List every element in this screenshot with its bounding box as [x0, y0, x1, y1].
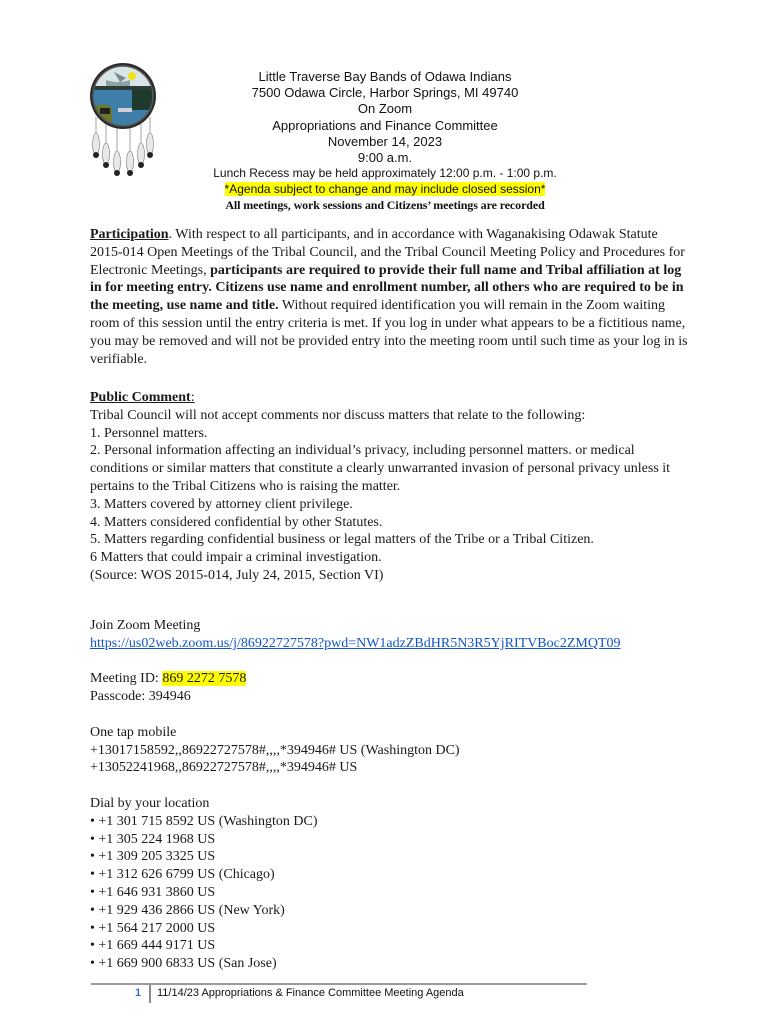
org-name: Little Traverse Bay Bands of Odawa Indians	[258, 69, 512, 84]
dial-number: • +1 646 931 3860 US	[90, 884, 216, 900]
participation-heading: Participation	[90, 227, 169, 242]
dial-number: • +1 669 900 6833 US (San Jose)	[90, 956, 277, 972]
meeting-location: On Zoom	[357, 101, 413, 117]
meeting-time: 9:00 a.m.	[357, 150, 413, 166]
org-address: 7500 Odawa Circle, Harbor Springs, MI 49740	[251, 85, 519, 101]
one-tap-number: +13052241968,,86922727578#,,,,*394946# US	[90, 760, 358, 776]
dial-by-location-section	[90, 795, 690, 973]
footer-text: 11/14/23 Appropriations & Finance Committee Meeting Agenda	[157, 987, 464, 999]
list-item: 3. Matters covered by attorney client privilege.	[90, 496, 353, 512]
dial-number: • +1 305 224 1968 US	[90, 831, 216, 847]
meeting-id-label: Meeting ID:	[90, 671, 163, 687]
passcode-label: Passcode:	[90, 689, 149, 705]
public-comment-section	[90, 389, 690, 585]
lunch-recess-note: Lunch Recess may be held approximately 12:00 p.m. - 1:00 p.m.	[213, 166, 557, 181]
meeting-id-value: 869 2272 7578	[162, 671, 247, 687]
list-item: 6 Matters that could impair a criminal investigation.	[90, 550, 382, 566]
participation-section	[90, 226, 690, 368]
zoom-info-section	[90, 617, 690, 777]
meeting-date: November 14, 2023	[327, 133, 443, 149]
one-tap-number: +13017158592,,86922727578#,,,,*394946# US (Washington DC)	[90, 742, 460, 758]
join-zoom-label: Join Zoom Meeting	[90, 618, 201, 633]
dial-number: • +1 929 436 2866 US (New York)	[90, 902, 285, 918]
list-item: 1. Personnel matters.	[90, 425, 208, 441]
agenda-change-note: *Agenda subject to change and may include closed session*	[224, 181, 546, 196]
public-comment-intro: Tribal Council will not accept comments nor discuss matters that relate to the following:	[90, 407, 586, 423]
participation-paragraph	[90, 226, 690, 368]
list-item: 5. Matters regarding confidential business or legal matters of the Tribe or a Tribal Citizen.	[90, 532, 594, 548]
dial-label: Dial by your location	[90, 796, 210, 811]
participation-text-2: Without required identification you will remain in the Zoom waiting room of this session until the entry criteria is met. If you log in under what appears to be a fictitious name, you may be removed and will not be provided entry into the meeting room until such time as your log in is verifiable.	[90, 298, 688, 367]
meeting-id-line	[90, 670, 690, 688]
list-item: 4. Matters considered confidential by other Statutes.	[90, 514, 383, 530]
list-item: 2. Personal information affecting an individual’s privacy, including personnel matters. or medical conditions or similar matters that constitute a clearly unwarranted invasion of personal privacy unless it pertains to the Tribal Citizens who is raising the matter.	[90, 443, 671, 494]
tribal-seal-dreamcatcher-icon	[86, 62, 160, 192]
participation-text-1: . With respect to all participants, and in accordance with Waganakising Odawak Statute 2015-014 Open Meetings of the Tribal Council, and the Tribal Council Meeting Policy and Procedures for Electronic Meetings,	[90, 227, 685, 278]
one-tap-label: One tap mobile	[90, 724, 177, 740]
footer-separator	[149, 985, 151, 1003]
page-number: 1	[135, 987, 142, 999]
tribal-seal-logo	[86, 62, 160, 192]
participation-requirements: participants are required to provide their full name and Tribal affiliation at log in for meeting entry. Citizens use name and enrollment number, all others who are required to be in the meeting, use name and title.	[90, 262, 684, 314]
public-comment-source: (Source: WOS 2015-014, July 24, 2015, Section VI)	[90, 567, 384, 583]
dial-number: • +1 312 626 6799 US (Chicago)	[90, 867, 275, 883]
passcode-value: 394946	[148, 689, 191, 705]
recorded-note: All meetings, work sessions and Citizens’ meetings are recorded	[225, 198, 545, 213]
zoom-meeting-link[interactable]: https://us02web.zoom.us/j/86922727578?pwd=NW1adzZBdHR5N3R5YjRITVBoc2ZMQT09	[90, 635, 621, 651]
dial-number: • +1 669 444 9171 US	[90, 938, 216, 954]
committee-name: Appropriations and Finance Committee	[272, 117, 498, 133]
meeting-header	[190, 69, 580, 213]
public-comment-heading: Public Comment	[90, 390, 191, 405]
page-footer	[91, 985, 587, 1003]
dial-number: • +1 309 205 3325 US	[90, 849, 216, 865]
passcode-line	[90, 688, 690, 706]
dial-number: • +1 301 715 8592 US (Washington DC)	[90, 813, 318, 829]
public-comment-heading-colon: :	[190, 390, 195, 405]
dial-number: • +1 564 217 2000 US	[90, 920, 216, 936]
